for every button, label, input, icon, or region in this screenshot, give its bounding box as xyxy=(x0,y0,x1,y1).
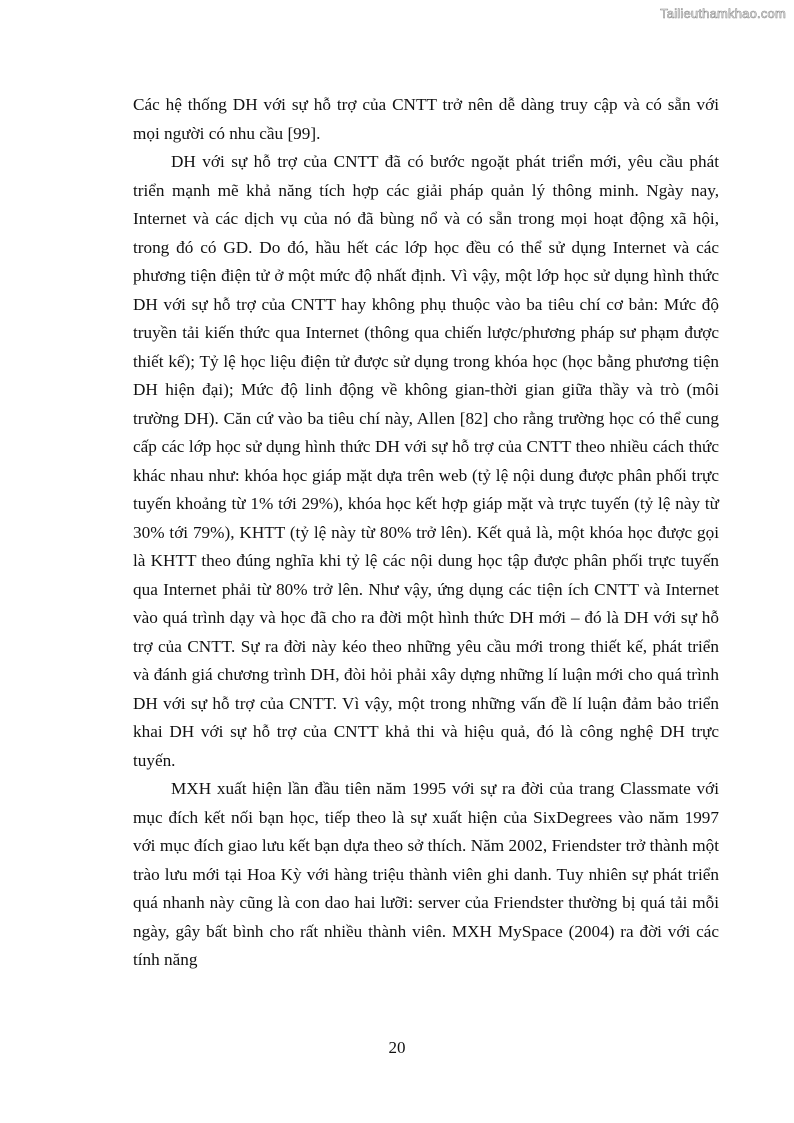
paragraph-mxh-history: MXH xuất hiện lần đầu tiên năm 1995 với sự ra đời của trang Classmate với mục đích kết nối bạn học, tiếp theo là sự xuất hiện của SixDegrees vào năm 1997 với mục đích giao lưu kết bạn dựa theo sở thích. Năm 2002, Friendster trở thành một trào lưu mới tại Hoa Kỳ với hàng triệu thành viên ghi danh. Tuy nhiên sự phát triển quá nhanh này cũng là con dao hai lưỡi: server của Friendster thường bị quá tải mỗi ngày, gây bất bình cho rất nhiều thành viên. MXH MySpace (2004) ra đời với các tính năng xyxy=(133,779,719,969)
paragraph-dh-cntt: DH với sự hỗ trợ của CNTT đã có bước ngoặt phát triển mới, yêu cầu phát triển mạnh mẽ khả năng tích hợp các giải pháp quản lý thông minh. Ngày nay, Internet và các dịch vụ của nó đã bùng nổ và có sẵn trong mọi hoạt động xã hội, trong đó có GD. Do đó, hầu hết các lớp học đều có thể sử dụng Internet và các phương tiện điện tử ở một mức độ nhất định. Vì vậy, một lớp học sử dụng hình thức DH với sự hỗ trợ của CNTT hay không phụ thuộc vào ba tiêu chí cơ bản: Mức độ truyền tải kiến thức qua Internet (thông qua chiến lược/phương pháp sư phạm được thiết kế); Tỷ lệ học liệu điện tử được sử dụng trong khóa học (học bằng phương tiện DH hiện đại); Mức độ linh động về không gian-thời gian giữa thầy và trò (môi trường DH). Căn cứ vào ba tiêu chí này, Allen [82] cho rằng trường học có thể cung cấp các lớp học sử dụng hình thức DH với sự hỗ trợ của CNTT theo nhiều cách thức khác nhau như: khóa học giáp mặt dựa trên web (tỷ lệ nội dung được phân phối trực tuyến khoảng từ 1% tới 29%), khóa học kết hợp giáp mặt và trực tuyến (tỷ lệ này từ 30% tới 79%), KHTT (tỷ lệ này từ 80% trở lên). Kết quả là, một khóa học được gọi là KHTT theo đúng nghĩa khi tỷ lệ các nội dung học tập được phân phối trực tuyến qua Internet phải từ 80% trở lên. Như vậy, ứng dụng các tiện ích CNTT và Internet vào quá trình dạy và học đã cho ra đời một hình thức DH mới – đó là DH với sự hỗ trợ của CNTT. Sự ra đời này kéo theo những yêu cầu mới trong thiết kế, phát triển và đánh giá chương trình DH, đòi hỏi phải xây dựng những lí luận mới cho quá trình DH với sự hỗ trợ của CNTT. Vì vậy, một trong những vấn đề lí luận đảm bảo triển khai DH với sự hỗ trợ của CNTT khả thi và hiệu quả, đó là công nghệ DH trực tuyến. xyxy=(133,152,719,770)
page-number: 20 xyxy=(388,1038,406,1057)
watermark: Tailieuthamkhao.com xyxy=(660,6,786,21)
paragraph-continuation: Các hệ thống DH với sự hỗ trợ của CNTT trở nên dễ dàng truy cập và có sẵn với mọi người có nhu cầu [99]. xyxy=(133,95,719,143)
document-body xyxy=(133,91,719,975)
